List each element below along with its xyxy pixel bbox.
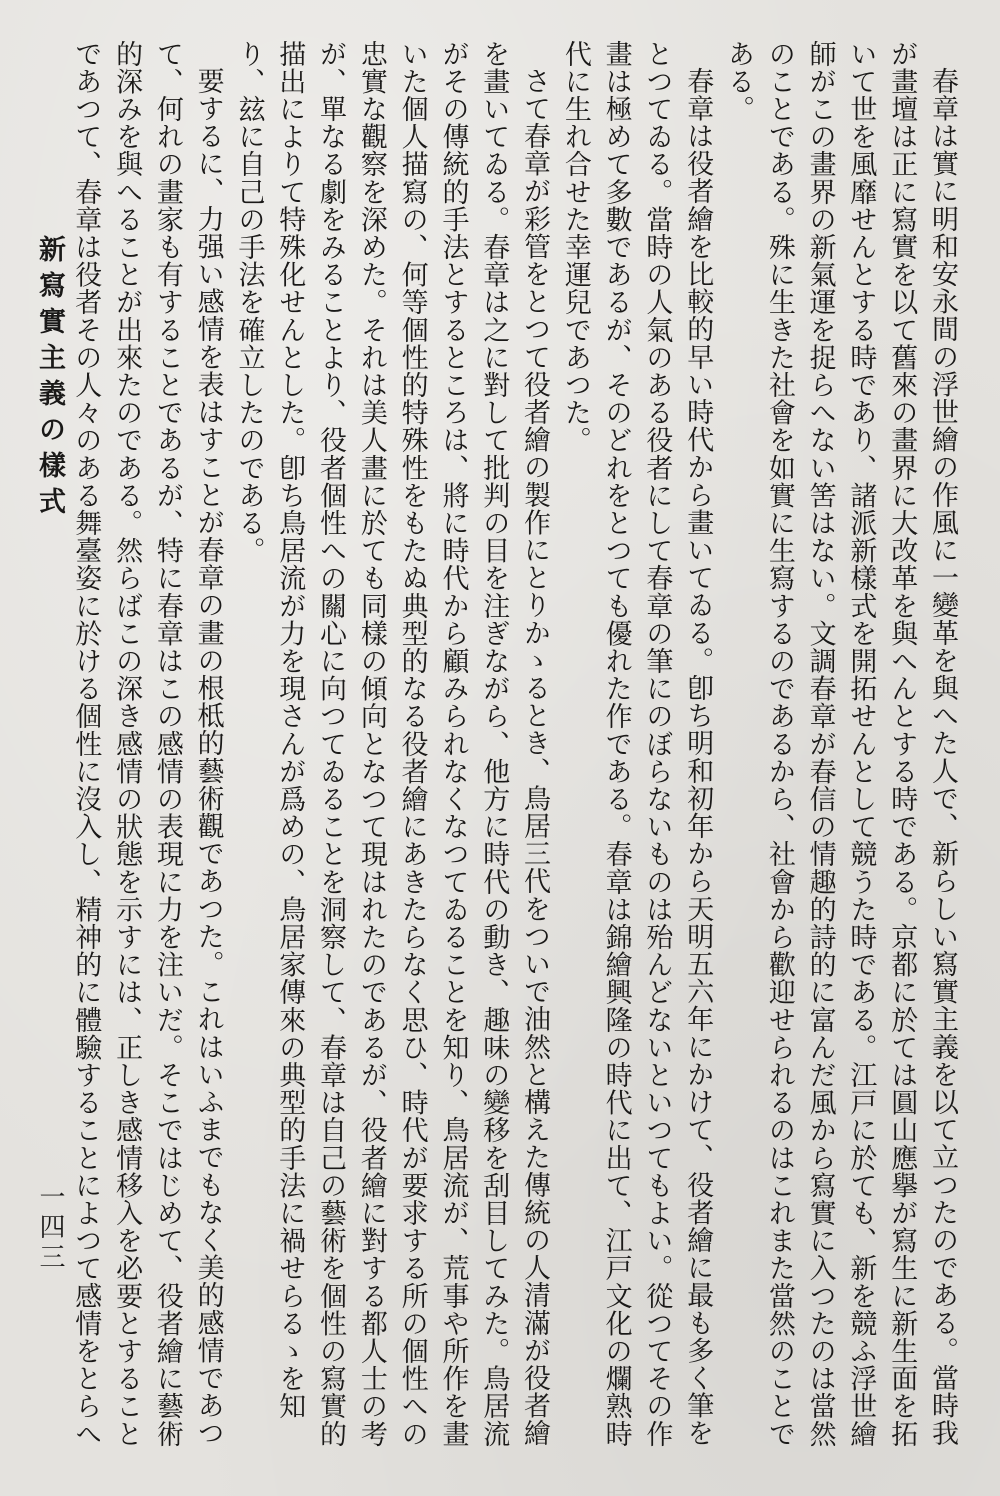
body-text [62, 40, 962, 1465]
paragraph-4: 要するに、力强い感情を表はすことが春章の畫の根柢的藝術觀であつた。これはいふまでもなく美的感情であつて、何れの畫家も有することであるが、特に春章はこの感情の表現に力を注いだ。そこではじめて、役者繪に藝術的深みを與へることが出來たのである。然らばこの深き感情の狀態を示すには、正しき感情移入を必要とすることであつて、春章は役者その人々のある舞臺姿に於ける個性に沒入し、精神的に體驗することによつて感情をとらへ [70, 40, 224, 1448]
paragraph-2: 春章は役者繪を比較的早い時代から畫いてゐる。卽ち明和初年から天明五六年にかけて、役者繪に最も多く筆をとつてゐる。當時の人氣のある役者にして春章の筆にのぼらないものは殆んどないといつてもよい。從つてその作畫は極めて多數であるが、そのどれをとつても優れた作である。春章は錦繪興隆の時代に出て、江戸文化の爛熟時代に生れ合せた幸運兒であつた。 [559, 40, 714, 1448]
paragraph-1: 春章は實に明和安永間の浮世繪の作風に一變革を與へた人で、新らしい寫實主義を以て立つたのである。當時我が畫壇は正に寫實を以て舊來の畫界に大改革を與へんとする時である。京都に於ては圓山應擧が寫生に新生面を拓いて世を風靡せんとする時であり、諸派新樣式を開拓せんとして競うた時である。江戸に於ても、新を競ふ浮世繪師がこの畫界の新氣運を捉らへない筈はない。文調春章が春信の情趣的詩的に富んだ風から寫實に入つたのは當然のことである。殊に生きた社會を如實に生寫するのであるから、社會から歡迎せられるのはこれまた當然のことである。 [723, 40, 958, 1448]
running-header: 新寫實主義の樣式 [34, 235, 65, 523]
page-number: 一四三 [35, 1183, 65, 1273]
paragraph-3: さて春章が彩管をとつて役者繪の製作にとりかゝるとき、鳥居三代をついで油然と構えた傳統の人清滿が役者繪を畫いてゐる。春章は之に對して批判の目を注ぎながら、他方に時代の動き、趣味の變移を刮目してみた。鳥居流がその傳統的手法とするところは、將に時代から顧みられなくなつてゐることを知り、鳥居流が、荒事や所作を畫いた個人描寫の、何等個性的特殊性をもたぬ典型的なる役者繪にあきたらなく思ひ、時代が要求する所の個性への忠實な觀察を深めた。それは美人畫に於ても同樣の傾向となつて現はれたのであるが、役者繪に對する都人士の考が、單なる劇をみることより、役者個性への關心に向つてゐることを洞察して、春章は自己の藝術を個性の寫實的描出によりて特殊化せんとした。卽ち鳥居流が力を現さんが爲めの、鳥居家傳來の典型的手法に禍せらるゝを知り、玆に自己の手法を確立したのである。 [233, 40, 551, 1448]
